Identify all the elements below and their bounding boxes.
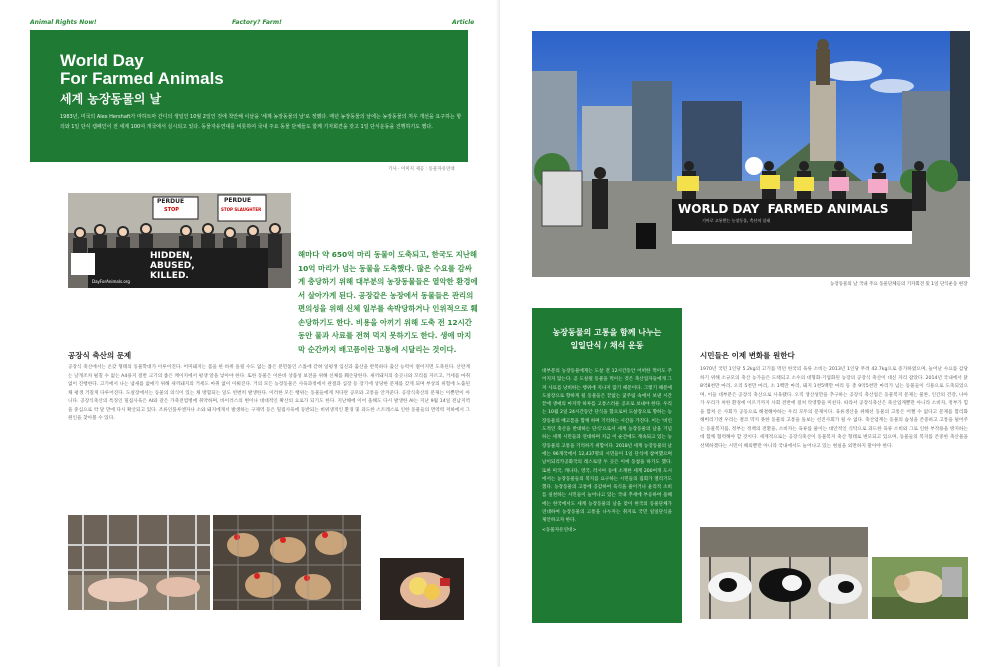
hero-box — [30, 30, 468, 162]
sign-stop-left: STOP — [164, 207, 179, 213]
pig-crate-photo — [68, 515, 210, 610]
hero-title — [60, 52, 440, 88]
rally-photo — [532, 31, 970, 277]
hero-title-line2: For Farmed Animals — [60, 69, 224, 88]
hero-lead: 1983년, 미국의 Alex Hershaft가 마하트마 간디의 생일인 10월 2일인 것에 착안해 이날을 '세계 농장동물의 날'로 정했다. 매년 농장동물의 날에는 농장동물의 처우 개선을 요구하는 항의와 1일 단식 캠페인이 전 세계 100여 개국에서 실시되고 있다. 동물자유연대를 비롯하여 국내 주요 동물 단체들도 함께 기자회견을 갖고 1일 단식운동을 진행하기도 했다. — [60, 114, 462, 130]
section1-body: 공장식 축산에서는 온갖 형태의 동물학대가 이루어진다. 어미돼지는 몸을 한 바퀴 돌릴 수도 없는 좁은 분만틀인 스톨에 갇혀 일평생 임신과 출산을 반복하다 출산 능력이 떨어지면 도축된다. 산란계는 날개조차 펼칠 수 없는 A4용지 절반 크기의 좁은 케이지에서 평생 알을 낳아야 한다. 또한 동물은 이른바 상품성 보전을 위해 신체를 훼손당한다. 새끼돼지의 송곳니와 꼬리를 자르고, 거세를 마취 없이 진행한다. 고기에서 나는 냄새를 없애기 위해 새끼돼지의 거세도 마취 없이 이뤄진다. 거의 모든 농장동물은 사육과정에서 관절과 심장 등 장기에 상당한 문제를 갖게 되며 부상의 위험에 노출된 채 평생 거칠게 다루어진다. 도살장에서는 동물의 의식이 있는 채 방혈되는 일도 빈번히 발생한다. 이러한 모든 행위는 동물들에게 커다란 공포와 고통을 안겨준다. 공장식축산의 문제는 이뿐만이 아니다. 공장식축산의 특징인 밀집사육은 AI와 같은 가축전염병에 취약하며, 바이러스의 변이나 대대적인 확산의 요로가 되기도 한다. 지난해에 이어 올해도 다시 발생한 AI는 지난 9월 14일 전남지역을 중심으로 약 달 만에 다시 확산되고 있다. 조류인플루엔자나 소와 돼지에게서 발생하는 구제역 등은 밀집사육에 동반되는 비위생적인 환경 및 과도한 스트레스로 인한 동물들의 면역력 저하에서 그 원인을 찾아볼 수 있다. — [68, 365, 470, 421]
section2-body: 1970년 국민 1인당 5.2kg의 고기를 먹던 한국의 육류 소비는 2013년 1인당 무려 42.7kg으로 증가하였으며, 늘어난 수요를 감당하기 위해 소규모의 축산 농가들은 도태되고 소수의 대형화·기업화된 농장의 공장식 축산이 대신 자리 잡았다. 2014년 국내에서 닭 8억8천만 마리, 오리 5천만 마리, 소 1백만 마리, 돼지 1천5백만 마리 등 총 9억5천만 마리가 넘는 동물들이 식용으로 도축되었으며, 이들 대부분은 공장식 축산으로 사육됐다. 오직 생산성만을 추구하는 공장식 축산업은 동물복지 문제는 물론, 인간의 건강, 나아가 우리가 처한 환경에 이르기까지 사회 전반에 걸쳐 악영향을 미친다. 따라서 공장식축산은 축산업계뿐만 아니라 소비자, 정부가 힘을 합쳐 온 사회가 공동으로 해결해야하는 우리 모두의 문제이다. 육류생산을 위해선 동물의 고통은 어쩔 수 없다고 문제를 합리화 해버리기엔 우리는 결코 막지 못한 동물의 고통을 돌보는 선진사회가 될 수 없다. 축산업계는 동물의 습성을 존중하고 고통을 덜어주는 동물복지를, 정부는 정책의 전환을, 소비자는 육류를 줄이는 대안적인 식탁으로 과도한 육류 소비와 그로 인한 부작용을 방지하는데 함께 협력해야 할 것이다. 세계적으로는 공장식축산이 동물복지 축산 형태로 변모되고 있으며, 동물들의 복지를 존중한 축산물을 선택하겠다는 시민이 해외뿐만 아니라 국내에서도 늘어나고 있는 현실을 외면하지 말아야 한다. — [700, 367, 968, 449]
banner-line3: KILLED. — [150, 271, 189, 281]
chick-hand-art — [380, 558, 464, 620]
chick-hand-photo — [380, 558, 464, 620]
rally-banner-title: WORLD DAY FARMED ANIMALS — [678, 202, 889, 216]
rally-photo-art — [532, 31, 970, 277]
cows-barn-art — [700, 527, 868, 619]
running-head-right: Article — [452, 19, 475, 26]
running-head-center: Factory? Farm! — [232, 19, 282, 26]
hero-credit: 기사 · 이미지 제공 : 동물자유연대 — [388, 167, 455, 172]
section1-title: 공장식 축산의 문제 — [68, 351, 132, 360]
hen-cage-art — [213, 515, 361, 610]
sign-stop-slaughter: STOP SLAUGHTER — [221, 207, 262, 212]
sign-perdue-right: PERDUE — [224, 197, 252, 204]
pig-crate-art — [68, 515, 210, 610]
sign-perdue-left: PERDUE — [157, 198, 185, 205]
hen-cage-photo — [213, 515, 361, 610]
banner-url: DayForAnimals.org — [92, 279, 130, 284]
banner-line1: HIDDEN, — [150, 251, 193, 261]
right-page — [500, 0, 1000, 667]
green-col-body — [542, 368, 672, 535]
green-column — [532, 308, 682, 623]
green-col-title — [532, 326, 682, 352]
cows-barn-photo — [700, 527, 868, 619]
green-col-title-line1: 농장동물의 고통을 함께 나누는 — [552, 328, 662, 337]
rally-banner-subtitle: 기아로 고통받는 농장동물, 축산의 실태 — [702, 218, 771, 223]
section2-title: 시민들은 이제 변화를 원한다 — [700, 351, 795, 360]
calf-photo — [872, 557, 968, 619]
banner-hidden — [150, 251, 195, 281]
hero-title-line1: World Day — [60, 51, 144, 70]
running-head-left: Animal Rights Now! — [30, 19, 97, 26]
green-col-source: <동물자유연대> — [542, 527, 577, 533]
green-col-body-text: 대부분의 농장동물에게는 도살 전 12시간동안 어떠한 먹이도 주어지지 않는다. 곧 도살될 동물을 먹이는 것은 축산업자들에게 그저 사료를 낭비하는 행위에 지나지 않기 때문이다. 그렇기 때문에 도살장으로 향하게 될 동물들은 끝없는 굶주림 속에서 보낸 시간 끝에 생애의 마지막 하루를 고통스러운 공포로 보내야 한다. 우리는 10월 2일 24시간동안 단식을 함으로써 도살장으로 향하는 농장동물의 배고픔을 함께 하며 기억하는 시간을 가진다. 이는 '비인도적인 축산을 반대하는 단식'으로서 세계 농장동물의 날을 기념하는 세계 시민들과 연대하며 지금 이 순간에도 계속되고 있는 농장동물의 고통을 기억하기 위함이다. 2018년 세계 농장동물의 날에는 96개국에서 12,437명의 시민들이 1일 단식에 참여했으며 날이되리카공화국의 레스토랑 두 곳은 이에 동참을 하기도 했다. 또한 미국, 캐나다, 영국, 러시아 등에 소재한 세계 200여개 도시에서는 농장동물들의 복지를 요구하는 시민들의 집회가 열리기도 했다. 농장동물의 고통에 공감하여 육식을 줄이거나 윤리적 소비를 실천하는 시민들이 늘어나고 있는 국내 추세에 부응하여 올해에는 한국에서도 세계 농장동물의 날을 맞이 한국의 동물단체가 연대하여 농장동물의 고통을 나누자는 취지로 국민 일일단식을 제안하고자 한다. — [542, 369, 672, 524]
calf-art — [872, 557, 968, 619]
hero-subtitle: 세계 농장동물의 날 — [60, 92, 162, 106]
protest-photo — [68, 193, 291, 288]
rally-caption: 농장동물의 날 국내 주요 동물단체들의 기자회견 및 1일 단식운동 현장 — [830, 282, 968, 287]
green-col-title-line2: 일일단식 / 채식 운동 — [570, 341, 644, 350]
pull-quote: 해마다 약 650억 마리 동물이 도축되고, 한국도 지난해 10억 마리가 넘는 동물을 도축했다. 많은 수요를 감싸게 충당하기 위해 대부분의 농장동물들은 열악한 환경에서 살아가게 된다. 공장같은 농장에서 동물들은 관리의 편의성을 위해 신체 일부를 속박당하거나 인위적으로 훼손당하기도 한다. 비용을 아끼기 위해 도축 전 12시간 동안 물과 사료를 전혀 먹지 못하기도 한다. 생애 마지막 순간까지 배고픔이란 고통에 시달리는 것이다. — [298, 250, 478, 354]
banner-line2: ABUSED, — [150, 261, 195, 271]
